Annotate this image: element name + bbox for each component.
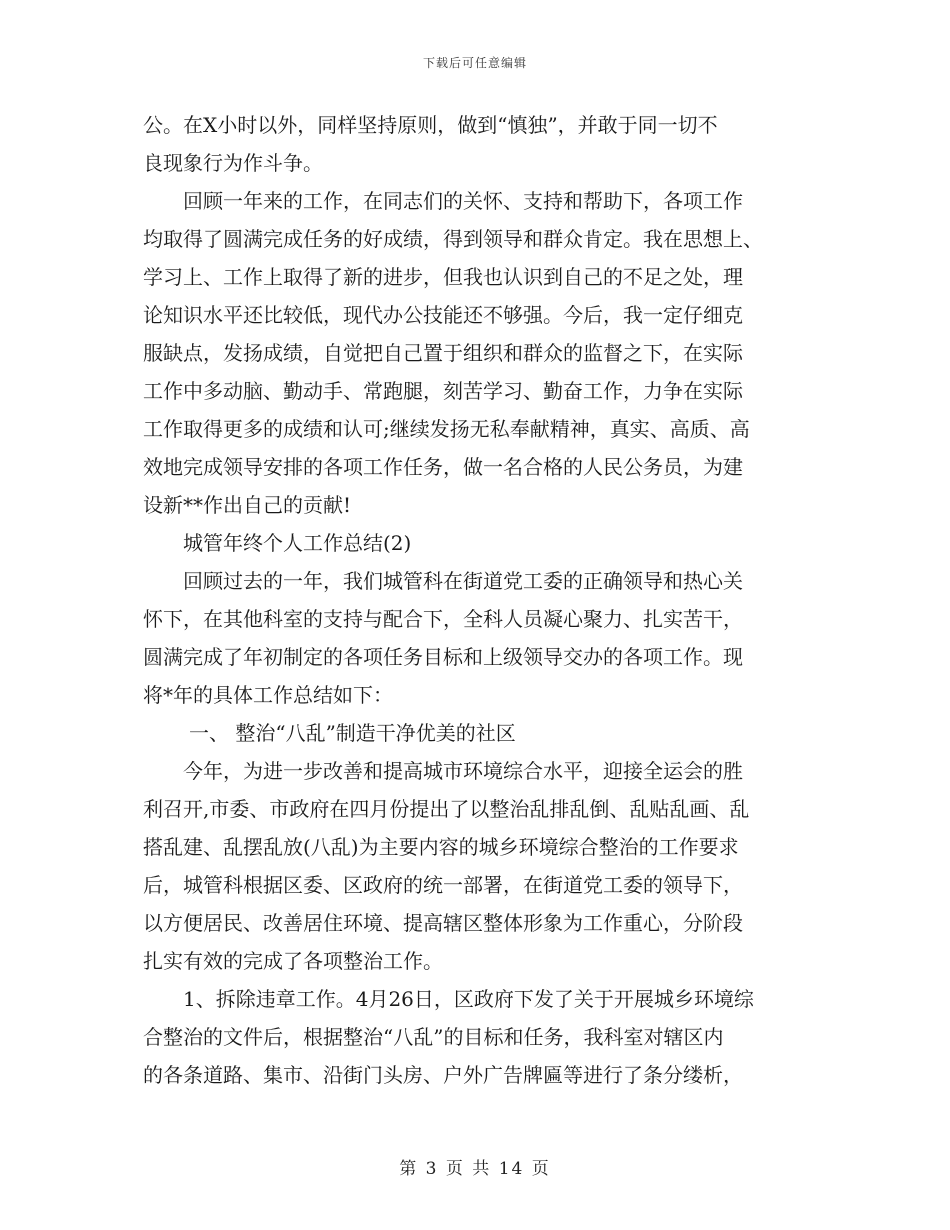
text-line: 学习上、工作上取得了新的进步，但我也认识到自己的不足之处，理 bbox=[143, 265, 743, 289]
text-line: 服缺点，发扬成绩，自觉把自己置于组织和群众的监督之下，在实际 bbox=[143, 341, 743, 365]
text-line: 效地完成领导安排的各项工作任务，做一名合格的人民公务员，为建 bbox=[143, 455, 743, 479]
text-line: 圆满完成了年初制定的各项任务目标和上级领导交办的各项工作。现 bbox=[143, 645, 743, 669]
paragraph-start: 回顾一年来的工作，在同志们的关怀、支持和帮助下，各项工作 bbox=[183, 189, 743, 213]
text-line: 良现象行为作斗争。 bbox=[143, 151, 323, 175]
section-title: 城管年终个人工作总结(2) bbox=[183, 531, 412, 555]
text-line: 的各条道路、集市、沿街门头房、户外广告牌匾等进行了条分缕析， bbox=[143, 1063, 743, 1087]
text-line: 论知识水平还比较低，现代办公技能还不够强。今后，我一定仔细克 bbox=[143, 303, 743, 327]
text-line: 工作中多动脑、勤动手、常跑腿，刻苦学习、勤奋工作，力争在实际 bbox=[143, 379, 743, 403]
paragraph-start: 1、拆除违章工作。4月26日，区政府下发了关于开展城乡环境综 bbox=[183, 987, 754, 1011]
text-line: 搭乱建、乱摆乱放(八乱)为主要内容的城乡环境综合整治的工作要求 bbox=[143, 835, 739, 859]
text-line: 以方便居民、改善居住环境、提高辖区整体形象为工作重心，分阶段 bbox=[143, 911, 743, 935]
page-footer: 第 3 页 共 14 页 bbox=[399, 1159, 551, 1179]
page-header: 下载后可任意编辑 bbox=[422, 56, 527, 70]
paragraph-start: 今年，为进一步改善和提高城市环境综合水平，迎接全运会的胜 bbox=[183, 759, 743, 783]
text-line: 利召开,市委、市政府在四月份提出了以整治乱排乱倒、乱贴乱画、乱 bbox=[143, 797, 750, 821]
text-line: 扎实有效的完成了各项整治工作。 bbox=[143, 949, 443, 973]
text-line: 后，城管科根据区委、区政府的统一部署，在街道党工委的领导下， bbox=[143, 873, 743, 897]
text-line: 公。在X小时以外，同样坚持原则，做到“慎独”，并敢于同一切不 bbox=[143, 113, 718, 137]
text-line: 工作取得更多的成绩和认可;继续发扬无私奉献精神，真实、高质、高 bbox=[143, 417, 750, 441]
text-line: 均取得了圆满完成任务的好成绩，得到领导和群众肯定。我在思想上、 bbox=[143, 227, 763, 251]
section-heading: 一、 整治“八乱”制造干净优美的社区 bbox=[189, 721, 516, 745]
document-body bbox=[143, 106, 813, 1094]
paragraph-start: 回顾过去的一年，我们城管科在街道党工委的正确领导和热心关 bbox=[183, 569, 743, 593]
text-line: 怀下，在其他科室的支持与配合下，全科人员凝心聚力、扎实苦干， bbox=[143, 607, 743, 631]
text-line: 合整治的文件后，根据整治“八乱”的目标和任务，我科室对辖区内 bbox=[143, 1025, 724, 1049]
text-line: 设新**作出自己的贡献! bbox=[143, 493, 352, 517]
text-line: 将*年的具体工作总结如下： bbox=[143, 683, 393, 707]
